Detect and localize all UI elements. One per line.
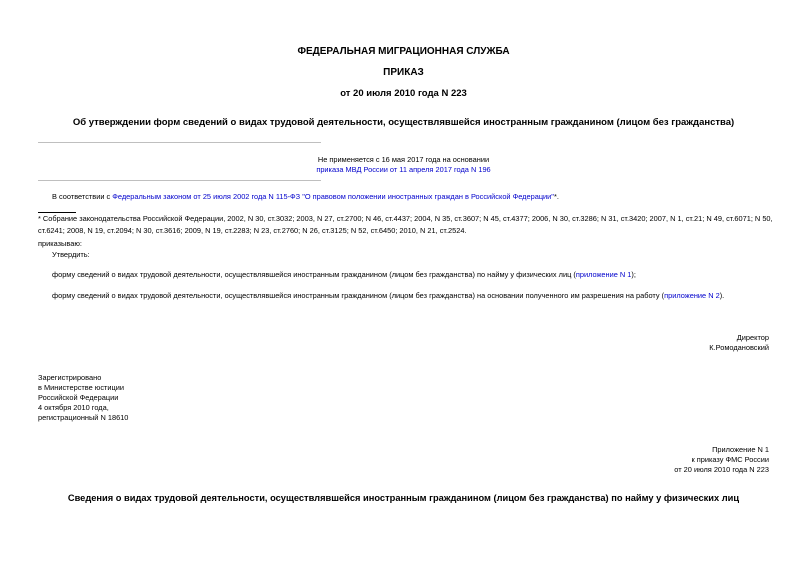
- item-1-end: );: [631, 270, 636, 279]
- appendix-header: [674, 445, 769, 475]
- document-type: ПРИКАЗ: [383, 67, 424, 78]
- registration-line-3: Российской Федерации: [38, 393, 119, 402]
- order-word: приказываю:: [38, 239, 82, 248]
- registration-line-1: Зарегистрировано: [38, 373, 102, 382]
- document-date: от 20 июля 2010 года N 223: [340, 88, 467, 99]
- validity-notice-link[interactable]: приказа МВД России от 11 апреля 2017 года N 196: [316, 165, 491, 174]
- signature-name: К.Ромодановский: [709, 343, 769, 352]
- registration-line-4: 4 октября 2010 года,: [38, 403, 109, 412]
- registration-line-2: в Министерстве юстиции: [38, 383, 125, 392]
- signature-position: Директор: [736, 333, 769, 342]
- preamble-suffix: *.: [553, 192, 559, 201]
- item-2-text: форму сведений о видах трудовой деятельности, осуществлявшейся иностранным гражданином (лицом без гражданства) на основании полученного им разрешения на работу (: [52, 291, 665, 300]
- federal-law-link[interactable]: Федеральным законом от 25 июля 2002 года N 115-ФЗ "О правовом положении иностранных граждан в Российской Федерации": [112, 192, 554, 201]
- registration-block: [38, 373, 128, 423]
- appendix-2-link[interactable]: приложение N 2: [664, 291, 720, 300]
- appendix-line-2: к приказу ФМС России: [691, 455, 769, 464]
- approve-word: Утвердить:: [52, 250, 90, 259]
- organization-title: ФЕДЕРАЛЬНАЯ МИГРАЦИОННАЯ СЛУЖБА: [297, 46, 510, 57]
- validity-notice: [0, 155, 807, 175]
- notice-top-rule: [38, 142, 321, 143]
- item-2: [52, 291, 724, 301]
- item-2-end: ).: [719, 291, 725, 300]
- appendix-title: Сведения о видах трудовой деятельности, осуществлявшейся иностранным гражданином (лицом без гражданства) по найму у физических лиц: [67, 493, 740, 503]
- item-1: [52, 270, 636, 280]
- appendix-1-link[interactable]: приложение N 1: [575, 270, 632, 279]
- registration-line-5: регистрационный N 18610: [38, 413, 129, 422]
- preamble: [52, 192, 559, 202]
- validity-notice-text: Не применяется с 16 мая 2017 года на основании: [317, 155, 490, 164]
- footnote-line-2: ст.6241; 2008, N 19, ст.2094; N 30, ст.3616; 2009, N 19, ст.2283; N 23, ст.2760; N 26, ст.3125; N 52, ст.6450; 2010, N 21, ст.2524.: [38, 226, 467, 235]
- footnote-line-1: * Собрание законодательства Российской Федерации, 2002, N 30, ст.3032; 2003, N 27, ст.2700; N 46, ст.4437; 2004, N 35, ст.3607; N 45, ст.4377; 2006, N 30, ст.3286; N 31, ст.3420; 2007, N 1, ст.21; N 49, ст.6071; N 50,: [38, 214, 773, 223]
- footnote-rule: [38, 212, 76, 213]
- preamble-prefix: В соответствии с: [52, 192, 113, 201]
- appendix-line-1: Приложение N 1: [712, 445, 769, 454]
- appendix-line-3: от 20 июля 2010 года N 223: [674, 465, 769, 474]
- item-1-text: форму сведений о видах трудовой деятельности, осуществлявшейся иностранным гражданином (лицом без гражданства) по найму у физических лиц (: [52, 270, 576, 279]
- notice-bottom-rule: [38, 180, 321, 181]
- signature-block: [709, 333, 769, 353]
- document-title: Об утверждении форм сведений о видах трудовой деятельности, осуществлявшейся иностранным гражданином (лицом без гражданства): [72, 117, 735, 128]
